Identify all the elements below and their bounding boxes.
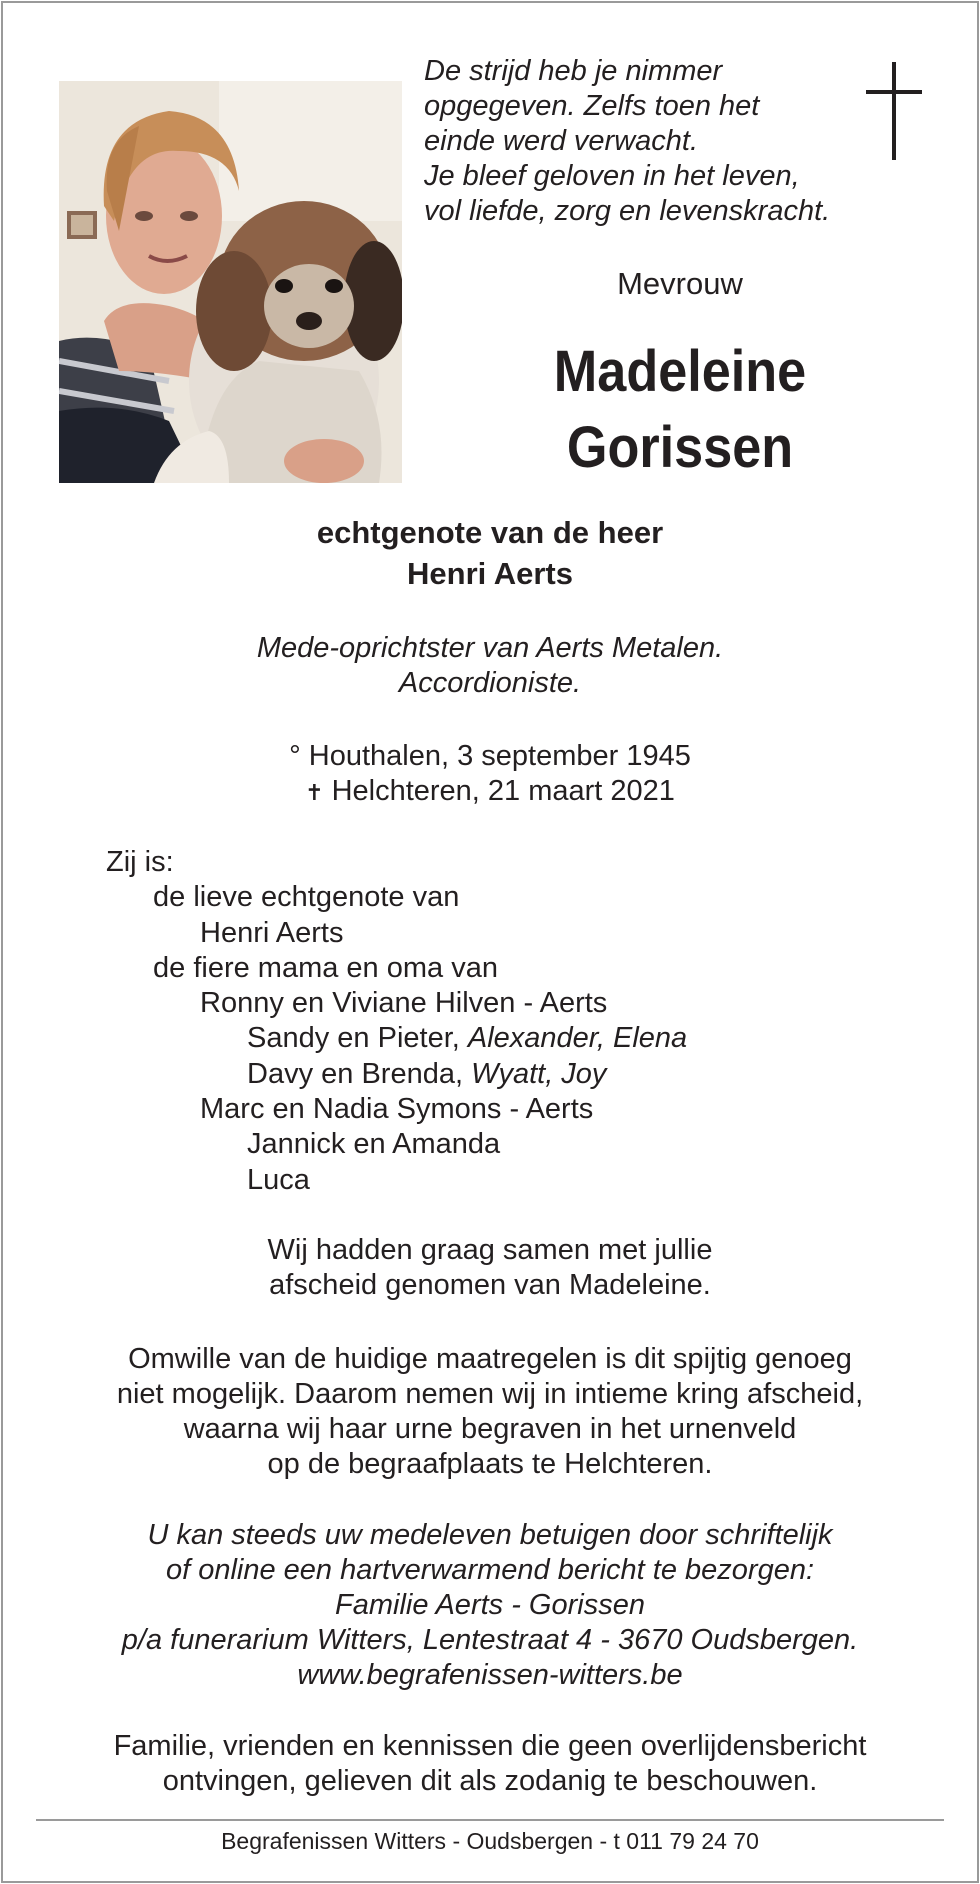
footer-divider bbox=[36, 1819, 944, 1821]
family-list bbox=[106, 845, 687, 1198]
honorific: Mevrouw bbox=[617, 266, 743, 301]
text-line: Wij hadden graag samen met jullie bbox=[267, 1234, 713, 1266]
list-item: de fiere mama en oma van bbox=[153, 951, 498, 984]
text-line: U kan steeds uw medeleven betuigen door schriftelijk bbox=[147, 1519, 833, 1551]
family-intro: Zij is: bbox=[106, 846, 174, 878]
list-item: Luca bbox=[247, 1163, 310, 1196]
list-item: de lieve echtgenote van bbox=[153, 881, 460, 914]
birth-info: ° Houthalen, 3 september 1945 bbox=[289, 740, 691, 772]
text-line: niet mogelijk. Daarom nemen wij in intieme kring afscheid, bbox=[116, 1378, 864, 1410]
text-line: Omwille van de huidige maatregelen is dit spijtig genoeg bbox=[128, 1343, 852, 1375]
list-item: Marc en Nadia Symons - Aerts bbox=[200, 1093, 594, 1126]
text-line: afscheid genomen van Madeleine. bbox=[269, 1269, 711, 1301]
list-item: Jannick en Amanda bbox=[247, 1128, 501, 1161]
measures-text bbox=[0, 1342, 980, 1482]
death-place-date: Helchteren, 21 maart 2021 bbox=[331, 775, 675, 807]
poem-line: De strijd heb je nimmer bbox=[424, 55, 723, 87]
grandchild-parents: Davy en Brenda, bbox=[247, 1057, 472, 1090]
spouse-line: echtgenote van de heer bbox=[316, 515, 664, 550]
poem bbox=[424, 54, 844, 229]
great-grandchildren: Alexander, Elena bbox=[467, 1022, 688, 1055]
website-link[interactable]: www.begrafenissen-witters.be bbox=[297, 1659, 683, 1691]
grandchild-parents: Sandy en Pieter, bbox=[247, 1022, 468, 1055]
small-cross-icon: ✝ bbox=[305, 780, 324, 805]
footer: Begrafenissen Witters - Oudsbergen - t 011 79 24 70 bbox=[221, 1828, 759, 1854]
poem-line: opgegeven. Zelfs toen het bbox=[424, 90, 760, 122]
notice-text bbox=[0, 1729, 980, 1799]
text-line: Familie, vrienden en kennissen die geen overlijdensbericht bbox=[113, 1730, 867, 1762]
portrait-photo bbox=[59, 81, 402, 483]
role-line: Accordioniste. bbox=[398, 667, 582, 699]
condolences-text bbox=[0, 1518, 980, 1693]
farewell-text bbox=[0, 1233, 980, 1303]
list-item: Ronny en Viviane Hilven - Aerts bbox=[200, 987, 608, 1020]
great-grandchildren: Wyatt, Joy bbox=[471, 1057, 607, 1090]
list-item: Henri Aerts bbox=[200, 916, 344, 949]
text-line: of online een hartverwarmend bericht te bezorgen: bbox=[165, 1554, 815, 1586]
text-line: op de begraafplaats te Helchteren. bbox=[267, 1448, 713, 1480]
poem-line: Je bleef geloven in het leven, bbox=[424, 160, 800, 192]
latin-cross-icon bbox=[866, 62, 922, 160]
text-line: p/a funerarium Witters, Lentestraat 4 - 3670 Oudsbergen. bbox=[121, 1624, 859, 1656]
text-line: Familie Aerts - Gorissen bbox=[335, 1589, 645, 1621]
role-line: Mede-oprichtster van Aerts Metalen. bbox=[256, 632, 724, 664]
text-line: ontvingen, gelieven dit als zodanig te beschouwen. bbox=[162, 1765, 818, 1797]
first-name: Madeleine bbox=[553, 339, 807, 404]
poem-line: einde werd verwacht. bbox=[424, 125, 699, 157]
poem-line: vol liefde, zorg en levenskracht. bbox=[424, 195, 831, 227]
list-item bbox=[106, 1021, 687, 1056]
spouse-name: Henri Aerts bbox=[407, 556, 573, 591]
last-name: Gorissen bbox=[566, 415, 794, 480]
text-line: waarna wij haar urne begraven in het urnenveld bbox=[183, 1413, 797, 1445]
list-item bbox=[106, 1057, 687, 1092]
death-info bbox=[0, 774, 980, 810]
